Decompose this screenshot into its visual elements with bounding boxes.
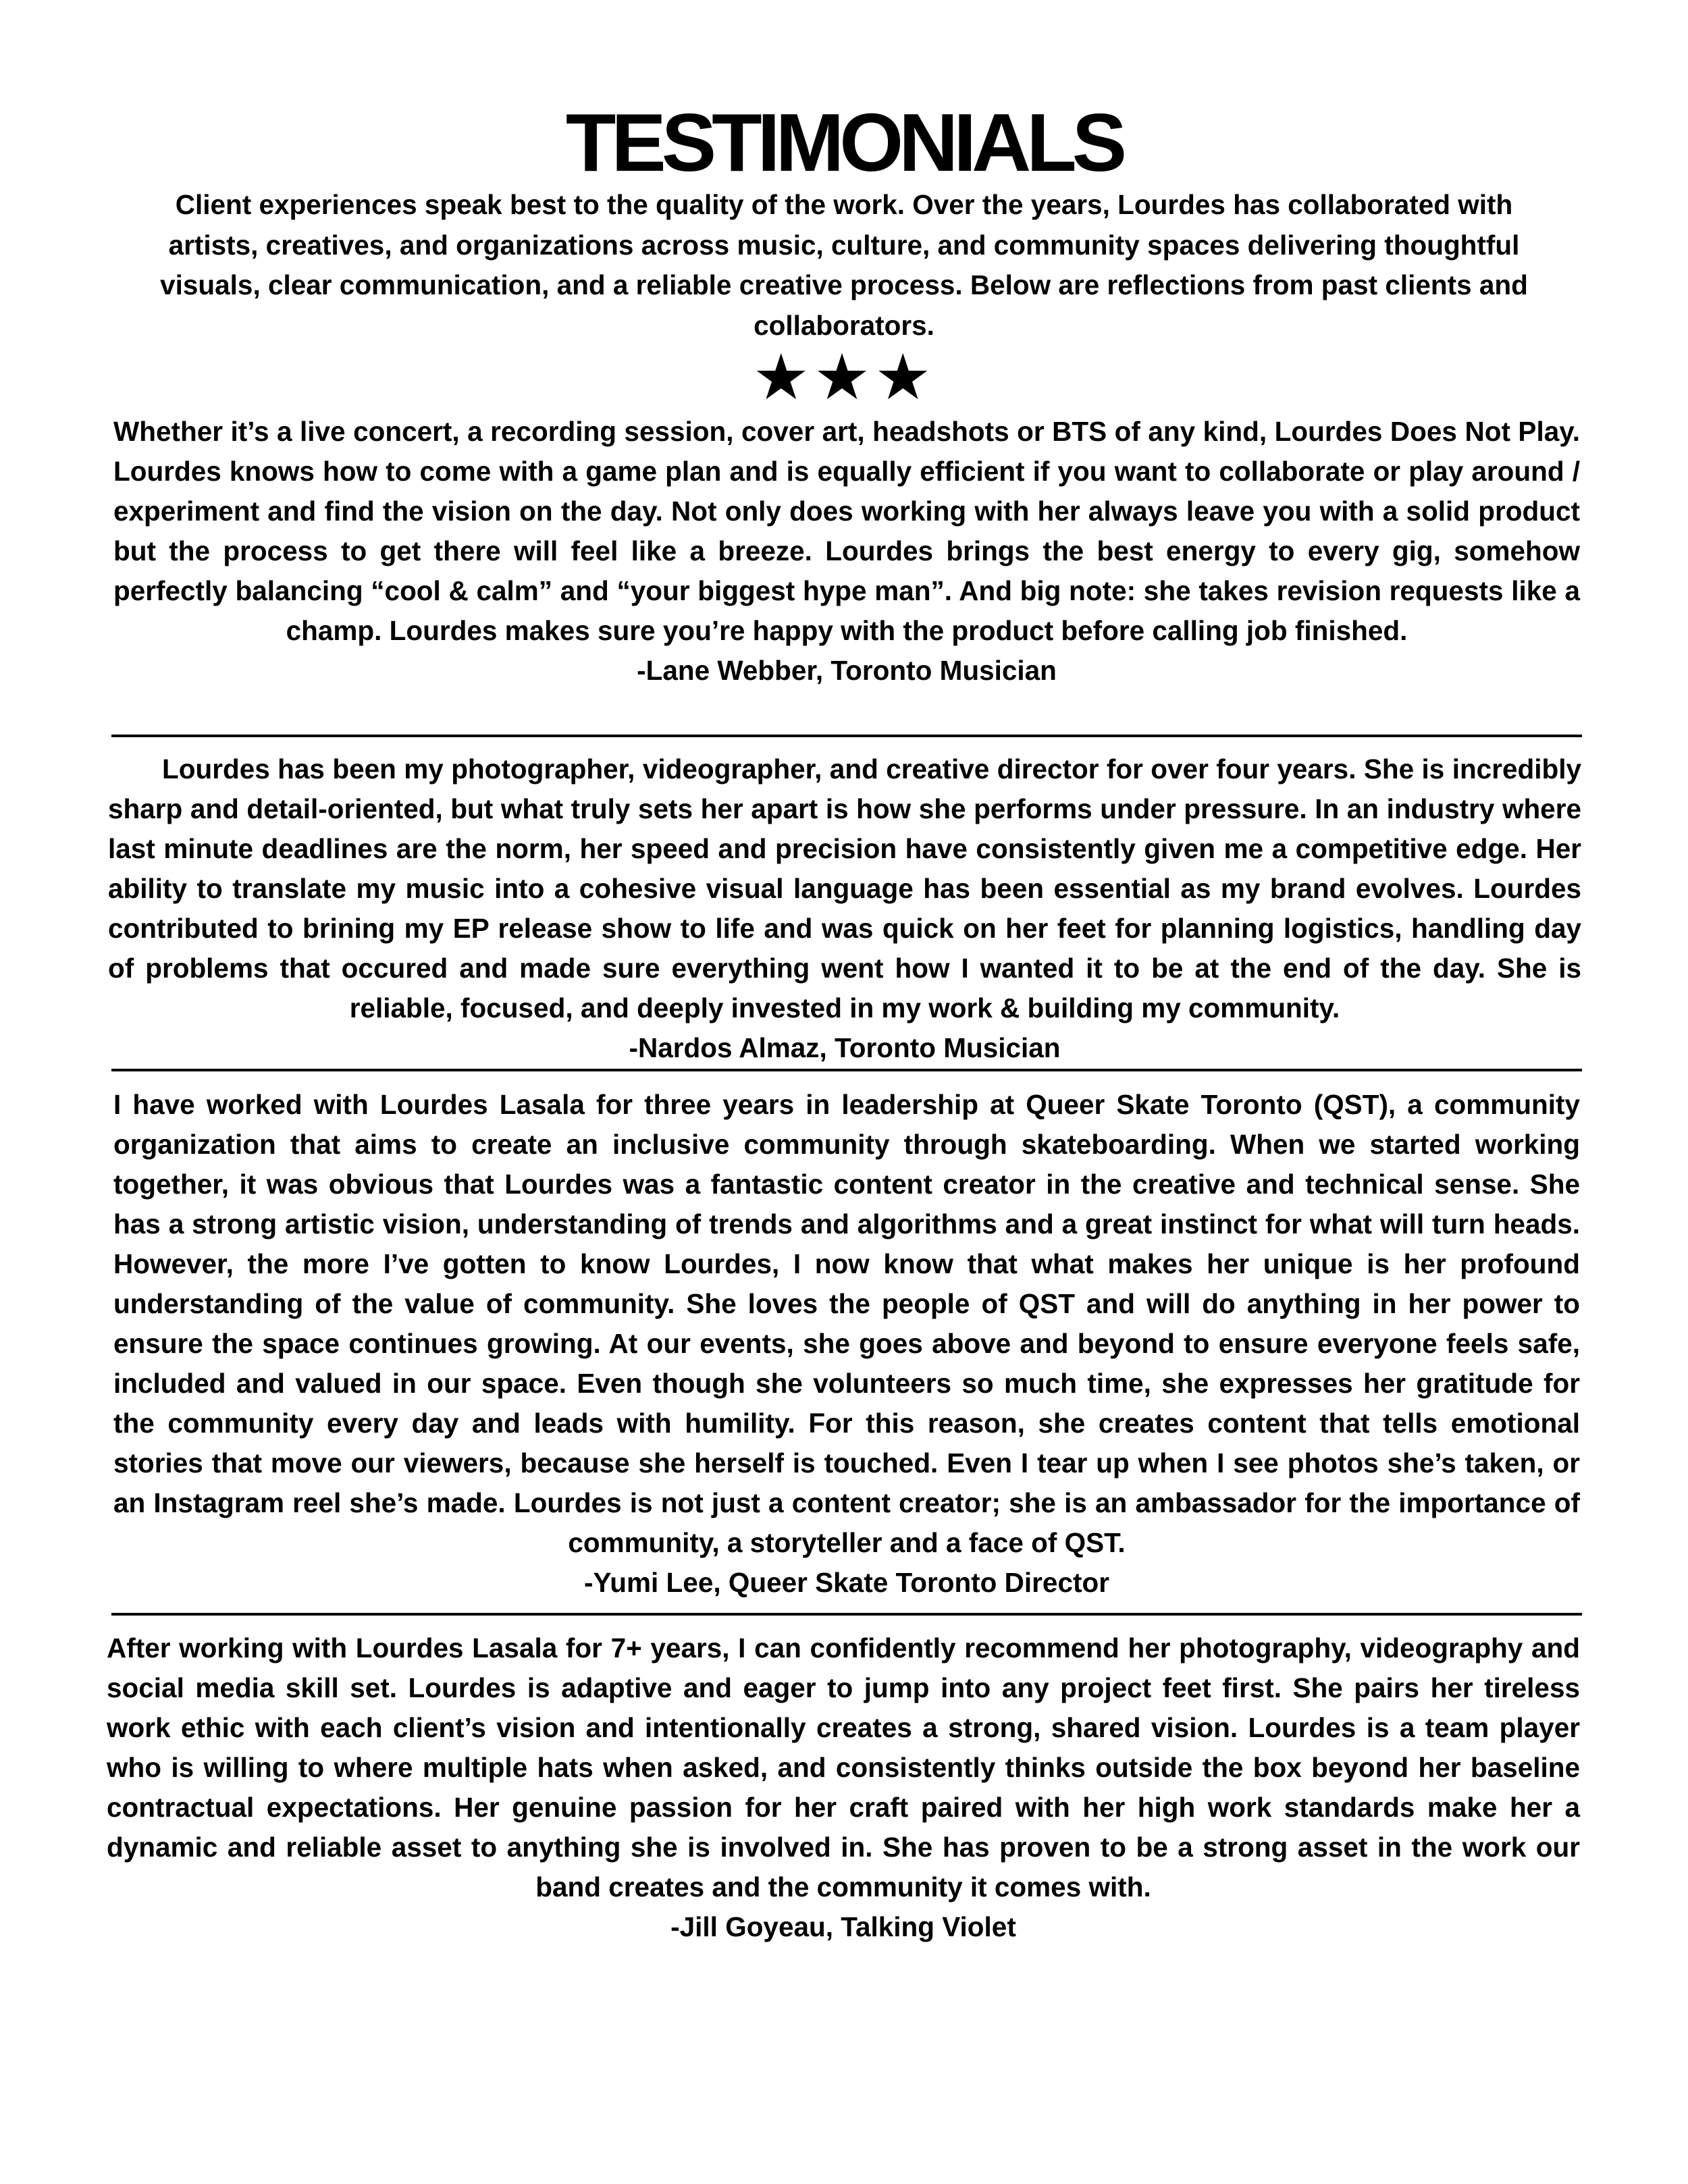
testimonial-quote: I have worked with Lourdes Lasala for three years in leadership at Queer Skate Toronto (QST), a community organization that aims to create an inclusive community through skateboarding. When we started working together, it was obvious that Lourdes was a fantastic content creator in the creative and technical sense. She has a strong artistic vision, understanding of trends and algorithms and a great instinct for what will turn heads. However, the more I’ve gotten to know Lourdes, I now know that what makes her unique is her profound understanding of the value of community. She loves the people of QST and will do anything in her power to ensure the space continues growing. At our events, she goes above and beyond to ensure everyone feels safe, included and valued in our space. Even though she volunteers so much time, she expresses her gratitude for the community every day and leads with humility. For this reason, she creates content that tells emotional stories that move our viewers, because she herself is touched. Even I tear up when I see photos she’s taken, or an Instagram reel she’s made. Lourdes is not just a content creator; she is an ambassador for the importance of community, a storyteller and a face of QST. bbox=[113, 1089, 1580, 1558]
testimonial-quote: Lourdes has been my photographer, videographer, and creative director for over four years. She is incredibly sharp and detail-oriented, but what truly sets her apart is how she performs under pressure. In an industry where last minute deadlines are the norm, her speed and precision have consistently given me a competitive edge. Her ability to translate my music into a cohesive visual language has been essential as my brand evolves. Lourdes contributed to brining my EP release show to life and was quick on her feet for planning logistics, handling day of problems that occured and made sure everything went how I wanted it to be at the end of the day. She is reliable, focused, and deeply invested in my work & building my community. bbox=[108, 753, 1581, 1023]
testimonial-author: -Jill Goyeau, Talking Violet bbox=[670, 1911, 1016, 1942]
testimonial-card bbox=[107, 1628, 1580, 1947]
testimonial-author: -Lane Webber, Toronto Musician bbox=[637, 655, 1057, 686]
page-title: TESTIMONIALS bbox=[565, 97, 1123, 188]
section-divider bbox=[111, 735, 1582, 737]
testimonial-card bbox=[108, 749, 1581, 1068]
testimonial-author: -Yumi Lee, Queer Skate Toronto Director bbox=[584, 1567, 1109, 1598]
intro-paragraph: Client experiences speak best to the quality of the work. Over the years, Lourdes has collaborated with artists, creatives, and organizations across music, culture, and community spaces delivering thoughtful visuals, clear communication, and a reliable creative process. Below are reflections from past clients and collaborators. bbox=[160, 189, 1528, 341]
testimonial-quote: After working with Lourdes Lasala for 7+ years, I can confidently recommend her photography, videography and social media skill set. Lourdes is adaptive and eager to jump into any project feet first. She pairs her tireless work ethic with each client’s vision and intentionally creates a strong, shared vision. Lourdes is a team player who is willing to where multiple hats when asked, and consistently thinks outside the box beyond her baseline contractual expectations. Her genuine passion for her craft paired with her high work standards make her a dynamic and reliable asset to anything she is involved in. She has proven to be a strong asset in the work our band creates and the community it comes with. bbox=[107, 1632, 1580, 1902]
section-divider bbox=[111, 1069, 1582, 1071]
section-divider bbox=[111, 1613, 1582, 1616]
three-star-icon: ★★★ bbox=[752, 341, 936, 415]
testimonial-card bbox=[113, 412, 1580, 691]
testimonial-quote: Whether it’s a live concert, a recording session, cover art, headshots or BTS of any kind, Lourdes Does Not Play. Lourdes knows how to come with a game plan and is equally efficient if you want to collaborate or play around / experiment and find the vision on the day. Not only does working with her always leave you with a solid product but the process to get there will feel like a breeze. Lourdes brings the best energy to every gig, somehow perfectly balancing “cool & calm” and “your biggest hype man”. And big note: she takes revision requests like a champ. Lourdes makes sure you’re happy with the product before calling job finished. bbox=[113, 416, 1580, 646]
testimonial-card bbox=[113, 1085, 1580, 1603]
testimonial-author: -Nardos Almaz, Toronto Musician bbox=[629, 1032, 1061, 1063]
